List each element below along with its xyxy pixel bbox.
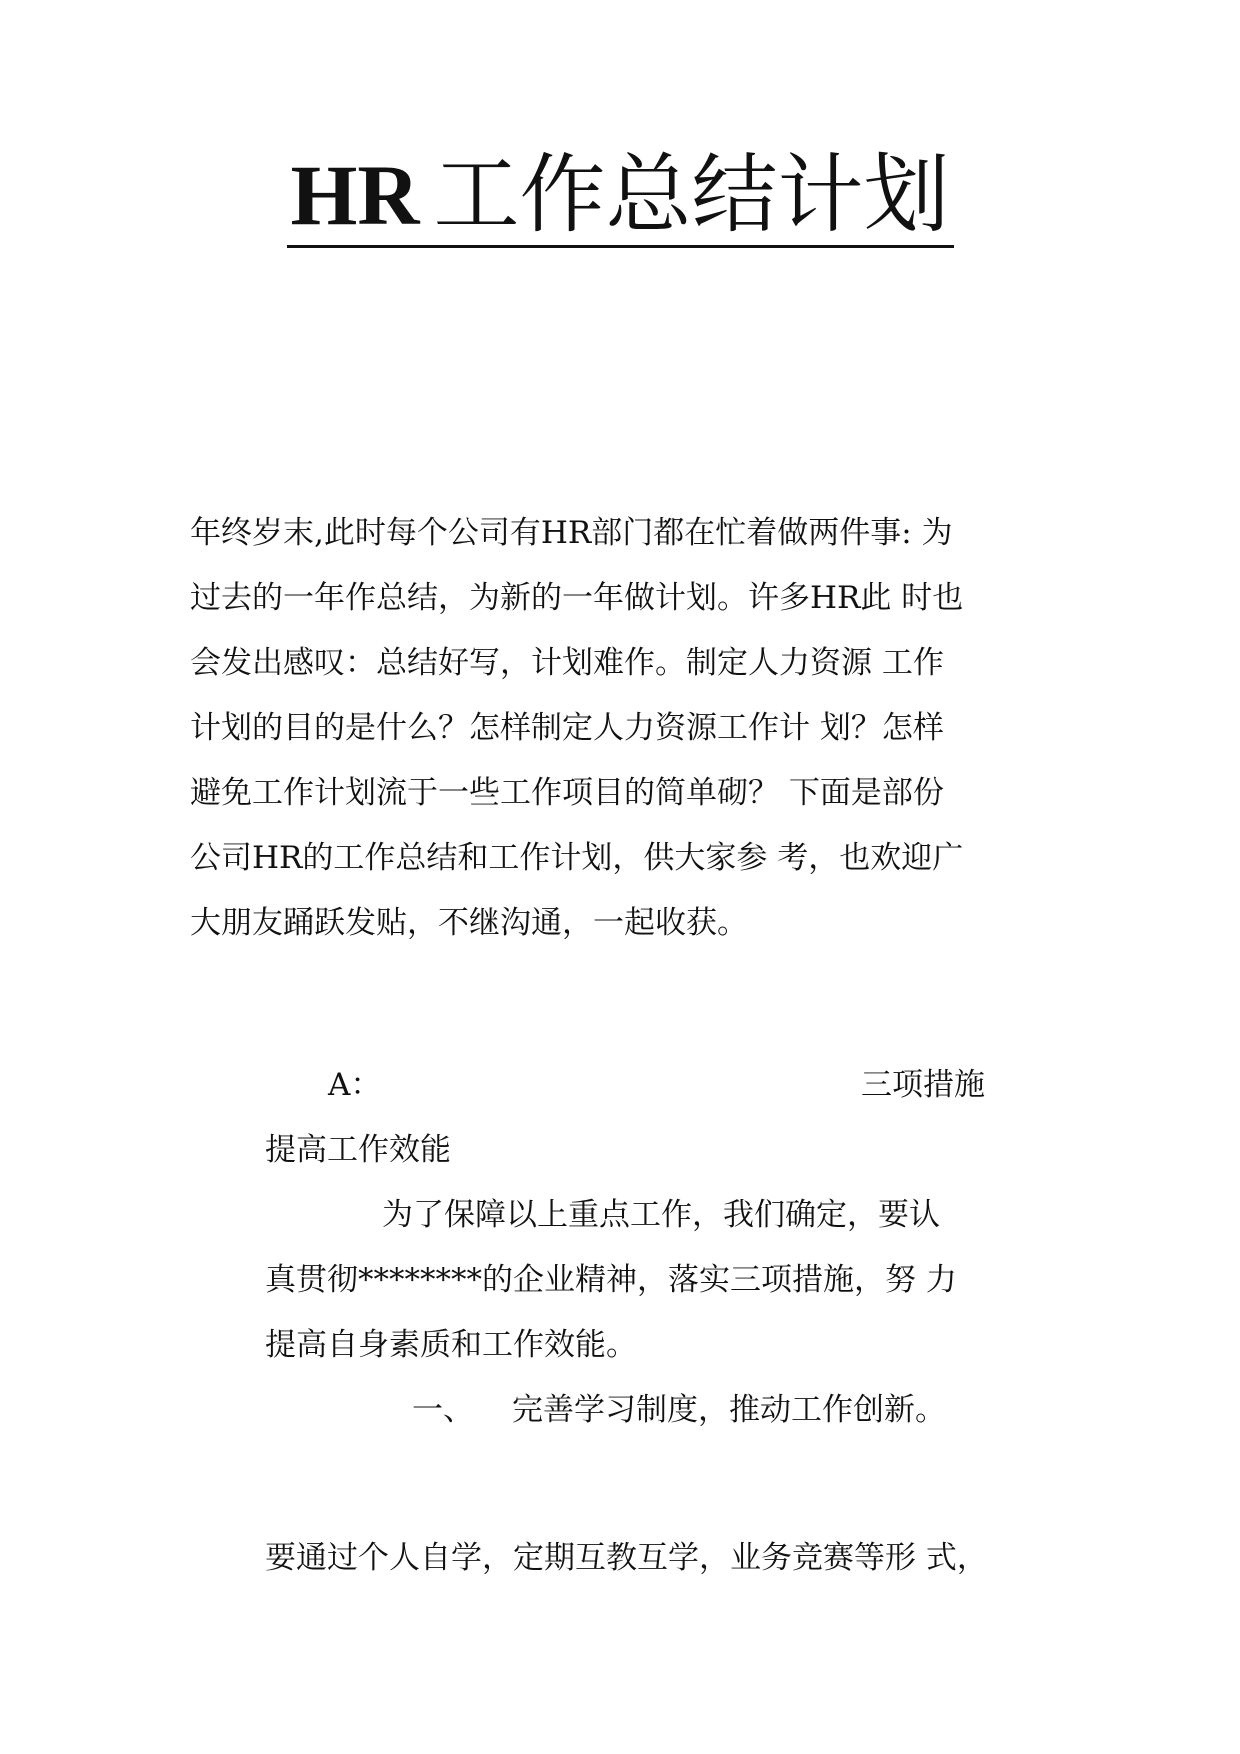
item-one-text: 完善学习制度，推动工作创新。 [512,1392,946,1428]
intro-line-1: 年终岁末,此时每个公司有HR部门都在忙着做两件事: 为 [190,515,953,551]
title-underline [287,145,954,248]
title-text: 工作总结计划 [433,145,950,245]
intro-line-6: 公司HR的工作总结和工作计划，供大家参 考，也欢迎广 [190,840,964,876]
section-a-heading-right: 三项措施 [861,1067,985,1103]
intro-line-3: 会发出感叹：总结好写，计划难作。制定人力资源 工作 [190,645,944,681]
body-line-2: 真贯彻********的企业精神，落实三项措施，努 力 [265,1262,957,1298]
body-line-1: 为了保障以上重点工作，我们确定，要认 [382,1197,940,1233]
section-a-heading-cont: 提高工作效能 [265,1132,451,1168]
document-title [0,140,1240,250]
intro-line-7: 大朋友踊跃发贴，不继沟通，一起收获。 [190,905,748,941]
section-a-heading [328,1065,985,1105]
intro-line-5: 避免工作计划流于一些工作项目的简单砌？ 下面是部份 [190,775,944,811]
intro-line-2: 过去的一年作总结，为新的一年做计划。许多HR此 时也 [190,580,964,616]
last-line: 要通过个人自学，定期互教互学，业务竞赛等形 式， [265,1540,988,1576]
intro-line-4: 计划的目的是什么？怎样制定人力资源工作计 划？怎样 [190,710,944,746]
item-one-number: 一、 [412,1392,474,1428]
title-hr: HR [290,147,420,243]
body-line-3: 提高自身素质和工作效能。 [265,1327,637,1363]
section-a-label: A： [328,1067,382,1103]
